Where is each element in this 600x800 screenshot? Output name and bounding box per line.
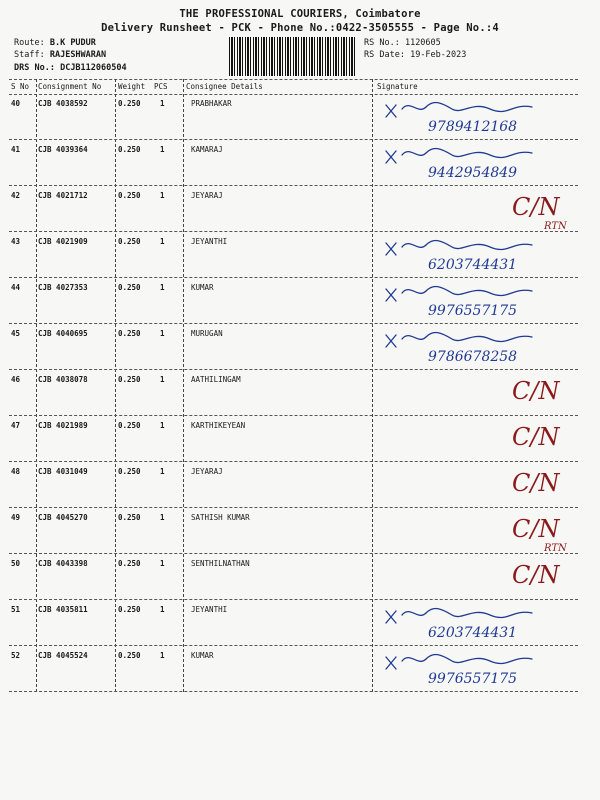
row-consignment-no: CJB 4031049 (38, 467, 88, 476)
signature-status-mark: C/N (512, 423, 560, 451)
col-consignee: Consignee Details (186, 82, 263, 91)
signature-phone-number: 6203744431 (428, 257, 518, 273)
row-pcs: 1 (160, 605, 165, 614)
table-row (9, 185, 578, 232)
table-row (9, 599, 578, 646)
row-weight: 0.250 (118, 513, 141, 522)
table-row (9, 507, 578, 554)
row-consignee-name: JEYANTHI (191, 237, 228, 246)
row-sno: 44 (11, 283, 21, 292)
signature-handwriting (372, 231, 578, 277)
row-weight: 0.250 (118, 237, 141, 246)
row-sno: 41 (11, 145, 21, 154)
row-consignment-no: CJB 4027353 (38, 283, 88, 292)
row-weight: 0.250 (118, 651, 141, 660)
barcode-image (229, 37, 356, 76)
row-pcs: 1 (160, 467, 165, 476)
row-weight: 0.250 (118, 375, 141, 384)
rs-date-value: 19-Feb-2023 (410, 50, 467, 60)
table-row (9, 277, 578, 324)
signature-handwriting (372, 277, 578, 323)
drs-field: DRS No.: DCJB112060504 (14, 63, 127, 73)
row-pcs: 1 (160, 237, 165, 246)
signature-status-mark: C/N (512, 561, 560, 589)
row-sno: 42 (11, 191, 21, 200)
signature-handwriting (372, 185, 578, 231)
row-consignee-name: SATHISH KUMAR (191, 513, 250, 522)
row-consignee-name: KAMARAJ (191, 145, 223, 154)
row-consignee-name: JEYARAJ (191, 467, 223, 476)
signature-handwriting (372, 93, 578, 139)
signature-handwriting (372, 461, 578, 507)
col-pcs: PCS (154, 82, 168, 91)
route-value: B.K PUDUR (49, 38, 96, 48)
row-sno: 52 (11, 651, 21, 660)
row-consignment-no: CJB 4045270 (38, 513, 88, 522)
signature-phone-number: 9976557175 (428, 303, 518, 319)
row-sno: 46 (11, 375, 21, 384)
signature-status-mark: C/N (512, 469, 560, 497)
table-row (9, 93, 578, 140)
signature-handwriting (372, 139, 578, 185)
signature-phone-number: 9789412168 (428, 119, 518, 135)
signature-status-mark: C/N (512, 515, 560, 543)
col-weight: Weight (118, 82, 146, 91)
row-consignment-no: CJB 4043398 (38, 559, 88, 568)
row-pcs: 1 (160, 375, 165, 384)
col-consignment: Consignment No (38, 82, 102, 91)
runsheet-title: Delivery Runsheet - PCK - Phone No.:0422-3505555 - Page No.:4 (101, 22, 499, 34)
signature-status-mark: C/N (512, 193, 560, 221)
signature-phone-number: 9442954849 (428, 165, 518, 181)
rs-no-value: 1120605 (404, 38, 441, 48)
row-consignee-name: AATHILINGAM (191, 375, 241, 384)
signature-phone-number: 6203744431 (428, 625, 518, 641)
signature-handwriting (372, 369, 578, 415)
company-title: THE PROFESSIONAL COURIERS, Coimbatore (179, 8, 421, 20)
table-row (9, 139, 578, 186)
row-weight: 0.250 (118, 191, 141, 200)
row-weight: 0.250 (118, 559, 141, 568)
row-weight: 0.250 (118, 605, 141, 614)
row-consignee-name: SENTHILNATHAN (191, 559, 250, 568)
row-pcs: 1 (160, 99, 165, 108)
row-sno: 48 (11, 467, 21, 476)
drs-value: DCJB112060504 (60, 63, 127, 73)
table-row (9, 553, 578, 600)
rs-no-field: RS No.: 1120605 (364, 38, 441, 48)
table-row (9, 369, 578, 416)
row-sno: 45 (11, 329, 21, 338)
route-field: Route: B.K PUDUR (14, 38, 96, 48)
row-consignee-name: MURUGAN (191, 329, 223, 338)
rs-date-field: RS Date: 19-Feb-2023 (364, 50, 467, 60)
row-consignment-no: CJB 4045524 (38, 651, 88, 660)
row-consignee-name: JEYARAJ (191, 191, 223, 200)
row-sno: 43 (11, 237, 21, 246)
row-pcs: 1 (160, 513, 165, 522)
row-weight: 0.250 (118, 145, 141, 154)
row-pcs: 1 (160, 329, 165, 338)
row-consignment-no: CJB 4021909 (38, 237, 88, 246)
row-sno: 49 (11, 513, 21, 522)
signature-status-mark: C/N (512, 377, 560, 405)
row-consignee-name: KUMAR (191, 651, 214, 660)
row-weight: 0.250 (118, 283, 141, 292)
row-consignee-name: KARTHIKEYEAN (191, 421, 246, 430)
signature-return-note: RTN (544, 543, 567, 554)
row-sno: 50 (11, 559, 21, 568)
row-consignee-name: PRABHAKAR (191, 99, 232, 108)
table-row (9, 645, 578, 692)
row-weight: 0.250 (118, 99, 141, 108)
row-pcs: 1 (160, 145, 165, 154)
signature-handwriting (372, 415, 578, 461)
row-pcs: 1 (160, 651, 165, 660)
signature-return-note: RTN (544, 221, 567, 232)
row-pcs: 1 (160, 421, 165, 430)
row-pcs: 1 (160, 283, 165, 292)
row-pcs: 1 (160, 559, 165, 568)
signature-phone-number: 9786678258 (428, 349, 518, 365)
signature-handwriting (372, 323, 578, 369)
row-consignee-name: JEYANTHI (191, 605, 228, 614)
row-consignment-no: CJB 4021989 (38, 421, 88, 430)
row-consignment-no: CJB 4038592 (38, 99, 88, 108)
row-sno: 47 (11, 421, 21, 430)
row-sno: 40 (11, 99, 21, 108)
col-signature: Signature (377, 82, 418, 91)
signature-handwriting (372, 645, 578, 691)
row-weight: 0.250 (118, 421, 141, 430)
signature-phone-number: 9976557175 (428, 671, 518, 687)
table-row (9, 231, 578, 278)
row-consignment-no: CJB 4021712 (38, 191, 88, 200)
signature-handwriting (372, 507, 578, 553)
row-sno: 51 (11, 605, 21, 614)
row-consignee-name: KUMAR (191, 283, 214, 292)
row-consignment-no: CJB 4038078 (38, 375, 88, 384)
row-consignment-no: CJB 4040695 (38, 329, 88, 338)
table-row (9, 323, 578, 370)
staff-value: RAJESHWARAN (49, 50, 107, 60)
table-row (9, 415, 578, 462)
table-row (9, 461, 578, 508)
row-consignment-no: CJB 4035811 (38, 605, 88, 614)
signature-handwriting (372, 553, 578, 599)
row-weight: 0.250 (118, 329, 141, 338)
row-consignment-no: CJB 4039364 (38, 145, 88, 154)
col-sno: S No (11, 82, 30, 91)
signature-handwriting (372, 599, 578, 645)
row-weight: 0.250 (118, 467, 141, 476)
row-pcs: 1 (160, 191, 165, 200)
staff-field: Staff: RAJESHWARAN (14, 50, 107, 60)
